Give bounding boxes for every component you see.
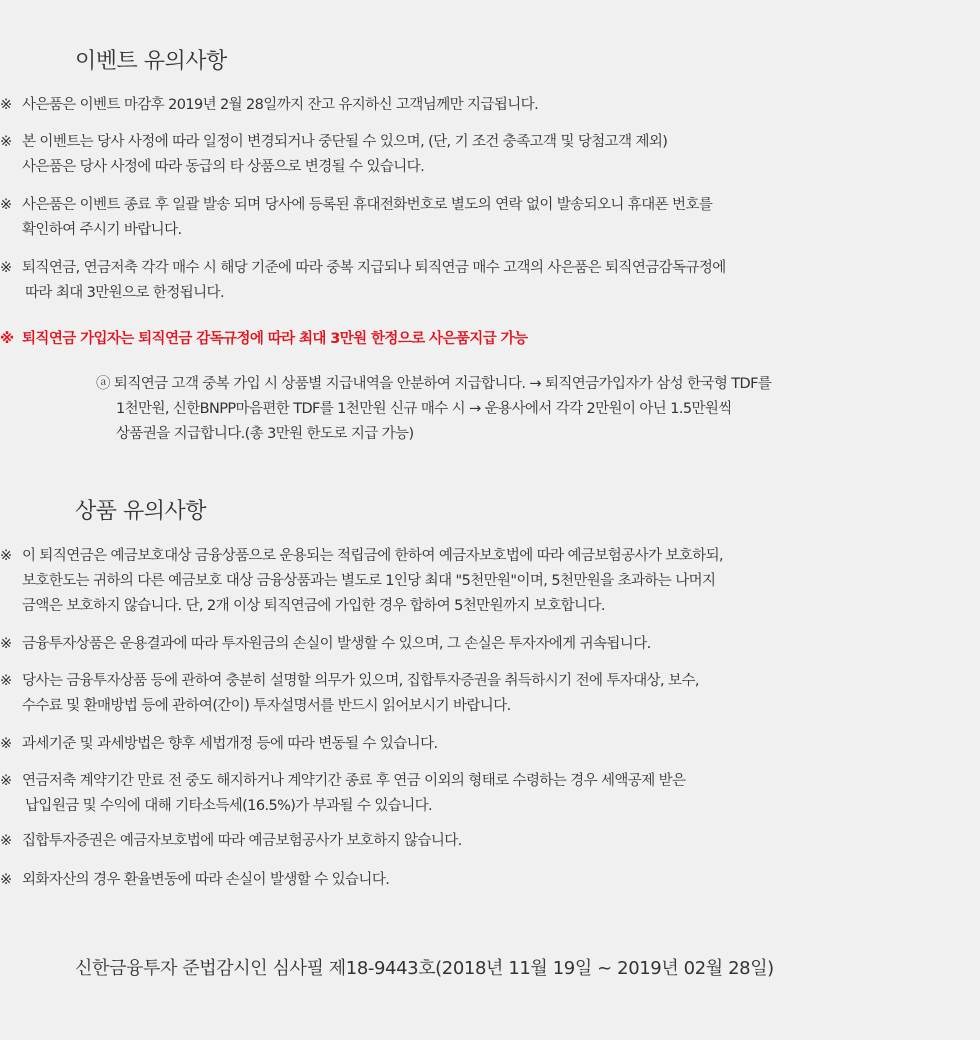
compliance-footer: 신한금융투자 준법감시인 심사필 제18-9443호(2018년 11월 19일 ~ 2019년 02월 28일) [75,958,774,979]
event-sub-note: ⓐ 퇴직연금 고객 중복 가입 시 상품별 지급내역을 안분하여 지급합니다. → 퇴직연금가입자가 삼성 한국형 TDF를 1천만원, 신한BNPP마음편한 TDF를 1천만원 신규 매수 시 → 운용사에서 각각 2만원이 아닌 1.5만원씩 상품권을 지급합니다.(총 3만원 한도로 지급 가능) [96,376,772,442]
event-note-4: ※ 퇴직연금, 연금저축 각각 매수 시 해당 기준에 따라 중복 지급되나 퇴직연금 매수 고객의 사은품은 퇴직연금감독규정에 따라 최대 3만원으로 한정됩니다. [0,256,880,306]
event-section-title: 이벤트 유의사항 [75,49,227,74]
product-note-7: ※ 외화자산의 경우 환율변동에 따라 손실이 발생할 수 있습니다. [0,868,880,893]
product-note-5: ※ 연금저축 계약기간 만료 전 중도 해지하거나 계약기간 종료 후 연금 이외의 형태로 수령하는 경우 세액공제 받은 납입원금 및 수익에 대해 기타소득세(16.5%)가 부과될 수 있습니다. [0,769,880,819]
note-mark: ※ [0,97,12,113]
product-section-title: 상품 유의사항 [75,499,207,524]
note-mark: ※ [0,833,12,849]
product-note-4: ※ 과세기준 및 과세방법은 향후 세법개정 등에 따라 변동될 수 있습니다. [0,732,880,757]
event-note-highlight: ※ 퇴직연금 가입자는 퇴직연금 감독규정에 따라 최대 3만원 한정으로 사은품지급 가능 [0,327,880,352]
product-note-6: ※ 집합투자증권은 예금자보호법에 따라 예금보험공사가 보호하지 않습니다. [0,829,880,854]
note-mark: ※ [0,260,12,276]
note-mark: ※ [0,673,12,689]
note-mark: ※ [0,197,12,213]
note-mark: ※ [0,636,12,652]
note-mark: ※ [0,736,12,752]
product-note-3: ※ 당사는 금융투자상품 등에 관하여 충분히 설명할 의무가 있으며, 집합투자증권을 취득하시기 전에 투자대상, 보수, 수수료 및 환매방법 등에 관하여(간이) 투자설명서를 반드시 읽어보시기 바랍니다. [0,669,880,719]
product-note-1: ※ 이 퇴직연금은 예금보호대상 금융상품으로 운용되는 적립금에 한하여 예금자보호법에 따라 예금보험공사가 보호하되, 보호한도는 귀하의 다른 예금보호 대상 금융상품과는 별도로 1인당 최대 "5천만원"이며, 5천만원을 초과하는 나머지 금액은 보호하지 않습니다. 단, 2개 이상 퇴직연금에 가입한 경우 합하여 5천만원까지 보호합니다. [0,544,880,619]
event-note-2: ※ 본 이벤트는 당사 사정에 따라 일정이 변경되거나 중단될 수 있으며, (단, 기 조건 충족고객 및 당첨고객 제외) 사은품은 당사 사정에 따라 동급의 타 상품으로 변경될 수 있습니다. [0,130,880,180]
note-mark: ※ [0,872,12,888]
product-note-2: ※ 금융투자상품은 운용결과에 따라 투자원금의 손실이 발생할 수 있으며, 그 손실은 투자자에게 귀속됩니다. [0,632,880,657]
note-mark: ※ [0,331,14,347]
event-note-1: ※ 사은품은 이벤트 마감후 2019년 2월 28일까지 잔고 유지하신 고객님께만 지급됩니다. [0,93,880,118]
note-mark: ※ [0,134,12,150]
note-mark: ※ [0,548,12,564]
event-note-3: ※ 사은품은 이벤트 종료 후 일괄 발송 되며 당사에 등록된 휴대전화번호로 별도의 연락 없이 발송되오니 휴대폰 번호를 확인하여 주시기 바랍니다. [0,193,880,243]
note-mark: ※ [0,773,12,789]
